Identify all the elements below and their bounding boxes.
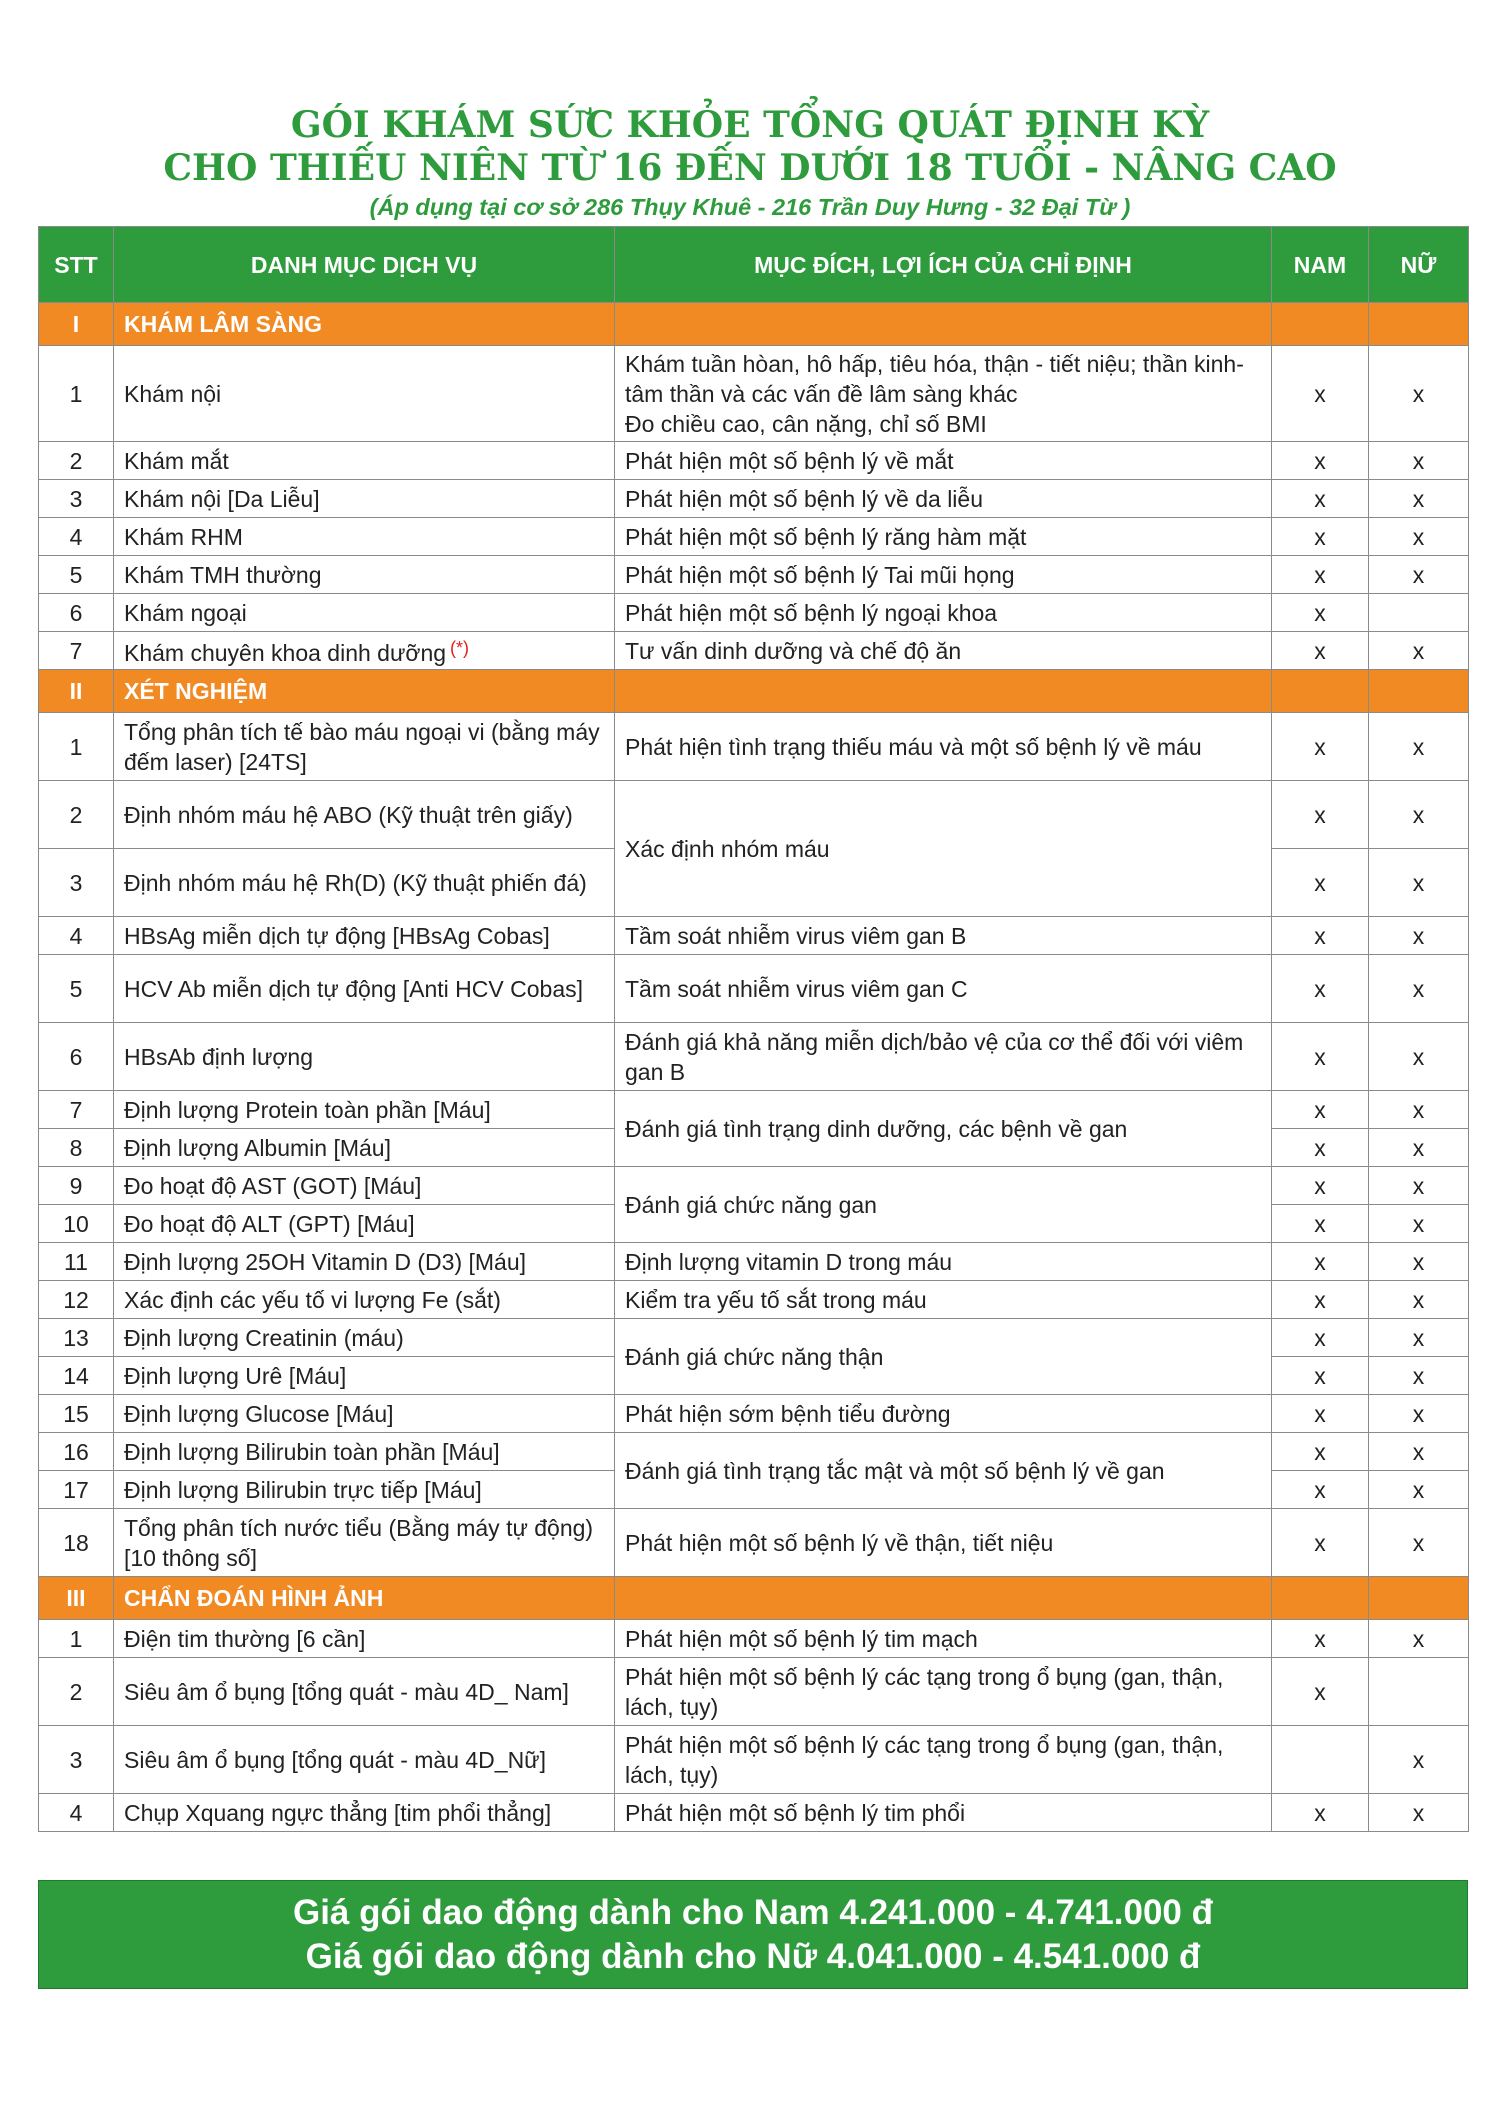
service-name: HCV Ab miễn dịch tự động [Anti HCV Cobas] [114,955,615,1023]
column-header-stt: STT [39,227,114,303]
table-row [39,1281,1469,1319]
service-name: Xác định các yếu tố vi lượng Fe (sắt) [114,1281,615,1319]
section-header-row [39,303,1469,346]
row-number: 11 [39,1243,114,1281]
table-row [39,594,1469,632]
section-title: KHÁM LÂM SÀNG [114,303,615,346]
service-name: HBsAb định lượng [114,1023,615,1091]
table-row [39,1620,1469,1658]
table-header-row [39,227,1469,303]
row-number: 9 [39,1167,114,1205]
row-number: 7 [39,1091,114,1129]
female-mark: x [1369,917,1469,955]
column-header-female: NỮ [1369,227,1469,303]
service-name: Định nhóm máu hệ ABO (Kỹ thuật trên giấy) [114,781,615,849]
table-row [39,346,1469,442]
female-mark: x [1369,442,1469,480]
male-mark: x [1272,346,1369,442]
table-row [39,1395,1469,1433]
service-name: Định lượng Bilirubin trực tiếp [Máu] [114,1471,615,1509]
row-number: 8 [39,1129,114,1167]
male-mark: x [1272,1794,1369,1832]
female-mark: x [1369,781,1469,849]
footnote-mark: (*) [450,638,470,658]
page-title-line-1: GÓI KHÁM SỨC KHỎE TỔNG QUÁT ĐỊNH KỲ [290,104,1210,146]
page-header [0,104,1500,222]
service-purpose: Định lượng vitamin D trong máu [615,1243,1272,1281]
service-name: Đo hoạt độ AST (GOT) [Máu] [114,1167,615,1205]
male-mark: x [1272,1509,1369,1577]
female-mark: x [1369,556,1469,594]
row-number: 5 [39,556,114,594]
service-name: Khám ngoại [114,594,615,632]
service-name: Định lượng 25OH Vitamin D (D3) [Máu] [114,1243,615,1281]
female-mark: x [1369,1726,1469,1794]
male-mark: x [1272,442,1369,480]
male-mark: x [1272,480,1369,518]
price-male: Giá gói dao động dành cho Nam 4.241.000 - 4.741.000 đ [292,1893,1213,1932]
male-mark: x [1272,1167,1369,1205]
female-mark: x [1369,713,1469,781]
male-mark: x [1272,1281,1369,1319]
table-row [39,1433,1469,1471]
row-number: 4 [39,1794,114,1832]
row-number: 18 [39,1509,114,1577]
male-mark: x [1272,1357,1369,1395]
female-mark [1369,594,1469,632]
male-mark: x [1272,1395,1369,1433]
service-name-cell [114,632,615,670]
female-mark: x [1369,1023,1469,1091]
table-row [39,1243,1469,1281]
row-number: 2 [39,442,114,480]
female-mark: x [1369,1205,1469,1243]
service-name: Định lượng Protein toàn phần [Máu] [114,1091,615,1129]
female-mark: x [1369,1243,1469,1281]
service-name: Đo hoạt độ ALT (GPT) [Máu] [114,1205,615,1243]
male-mark: x [1272,1433,1369,1471]
service-purpose: Phát hiện một số bệnh lý về mắt [615,442,1272,480]
male-mark: x [1272,955,1369,1023]
service-purpose: Tầm soát nhiễm virus viêm gan C [615,955,1272,1023]
row-number: 4 [39,518,114,556]
row-number: 15 [39,1395,114,1433]
female-mark: x [1369,849,1469,917]
male-mark: x [1272,713,1369,781]
row-number: 6 [39,1023,114,1091]
row-number: 6 [39,594,114,632]
service-purpose: Phát hiện một số bệnh lý các tạng trong ổ bụng (gan, thận, lách, tụy) [615,1726,1272,1794]
service-table [38,226,1469,1832]
female-mark [1369,1658,1469,1726]
page-subtitle: (Áp dụng tại cơ sở 286 Thụy Khuê - 216 Trần Duy Hưng - 32 Đại Từ ) [369,194,1131,220]
row-number: 7 [39,632,114,670]
female-mark: x [1369,1357,1469,1395]
female-mark: x [1369,1319,1469,1357]
column-header-service: DANH MỤC DỊCH VỤ [114,227,615,303]
male-mark: x [1272,849,1369,917]
male-mark: x [1272,1023,1369,1091]
service-name: Định lượng Albumin [Máu] [114,1129,615,1167]
service-name: Siêu âm ổ bụng [tổng quát - màu 4D_ Nam] [114,1658,615,1726]
female-mark: x [1369,1433,1469,1471]
service-purpose: Tầm soát nhiễm virus viêm gan B [615,917,1272,955]
service-name: Định lượng Glucose [Máu] [114,1395,615,1433]
row-number: 12 [39,1281,114,1319]
male-mark: x [1272,1658,1369,1726]
service-purpose: Kiểm tra yếu tố sắt trong máu [615,1281,1272,1319]
table-row [39,1319,1469,1357]
row-number: 16 [39,1433,114,1471]
service-purpose: Phát hiện một số bệnh lý tim mạch [615,1620,1272,1658]
table-row [39,1726,1469,1794]
service-name: Khám mắt [114,442,615,480]
female-mark: x [1369,480,1469,518]
male-mark: x [1272,518,1369,556]
service-name: Khám nội [Da Liễu] [114,480,615,518]
table-row [39,480,1469,518]
service-purpose: Phát hiện một số bệnh lý về thận, tiết niệu [615,1509,1272,1577]
male-mark: x [1272,594,1369,632]
service-name: Định lượng Creatinin (máu) [114,1319,615,1357]
table-row [39,1091,1469,1129]
service-purpose: Phát hiện một số bệnh lý về da liễu [615,480,1272,518]
row-number: 2 [39,781,114,849]
female-mark: x [1369,1091,1469,1129]
section-header-row [39,1577,1469,1620]
table-row [39,1509,1469,1577]
table-row [39,1658,1469,1726]
service-purpose: Tư vấn dinh dưỡng và chế độ ăn [615,632,1272,670]
service-name: Điện tim thường [6 cần] [114,1620,615,1658]
table-row [39,713,1469,781]
service-purpose: Phát hiện một số bệnh lý ngoại khoa [615,594,1272,632]
female-mark: x [1369,1471,1469,1509]
row-number: 5 [39,955,114,1023]
table-row [39,442,1469,480]
column-header-purpose: MỤC ĐÍCH, LỢI ÍCH CỦA CHỈ ĐỊNH [615,227,1272,303]
service-purpose: Đánh giá chức năng thận [615,1319,1272,1395]
female-mark: x [1369,346,1469,442]
female-mark: x [1369,1509,1469,1577]
table-row [39,955,1469,1023]
male-mark: x [1272,1319,1369,1357]
section-number: I [39,303,114,346]
service-purpose: Phát hiện một số bệnh lý Tai mũi họng [615,556,1272,594]
service-purpose: Đánh giá tình trạng dinh dưỡng, các bệnh về gan [615,1091,1272,1167]
row-number: 3 [39,480,114,518]
service-purpose: Phát hiện sớm bệnh tiểu đường [615,1395,1272,1433]
service-name: Khám RHM [114,518,615,556]
service-purpose: Xác định nhóm máu [615,781,1272,917]
row-number: 14 [39,1357,114,1395]
female-mark: x [1369,1620,1469,1658]
row-number: 1 [39,346,114,442]
service-purpose: Đánh giá chức năng gan [615,1167,1272,1243]
service-purpose: Khám tuần hòan, hô hấp, tiêu hóa, thận - tiết niệu; thần kinh-tâm thần và các vấn đề lâm sàng khác Đo chiều cao, cân nặng, chỉ số BMI [615,346,1272,442]
female-mark: x [1369,518,1469,556]
female-mark: x [1369,1794,1469,1832]
service-name: Chụp Xquang ngực thẳng [tim phổi thẳng] [114,1794,615,1832]
male-mark [1272,1726,1369,1794]
table-row [39,1794,1469,1832]
male-mark: x [1272,1091,1369,1129]
service-name: Khám TMH thường [114,556,615,594]
service-name: Khám nội [114,346,615,442]
section-title: CHẨN ĐOÁN HÌNH ẢNH [114,1577,615,1620]
table-row [39,1167,1469,1205]
section-title: XÉT NGHIỆM [114,670,615,713]
service-purpose: Phát hiện một số bệnh lý tim phổi [615,1794,1272,1832]
row-number: 4 [39,917,114,955]
service-purpose: Đánh giá tình trạng tắc mật và một số bệnh lý về gan [615,1433,1272,1509]
service-purpose: Phát hiện một số bệnh lý răng hàm mặt [615,518,1272,556]
female-mark: x [1369,1167,1469,1205]
male-mark: x [1272,1205,1369,1243]
female-mark: x [1369,1395,1469,1433]
service-name: Tổng phân tích tế bào máu ngoại vi (bằng máy đếm laser) [24TS] [114,713,615,781]
service-name: Siêu âm ổ bụng [tổng quát - màu 4D_Nữ] [114,1726,615,1794]
service-name: Định nhóm máu hệ Rh(D) (Kỹ thuật phiến đá) [114,849,615,917]
row-number: 3 [39,849,114,917]
service-purpose: Phát hiện một số bệnh lý các tạng trong ổ bụng (gan, thận, lách, tụy) [615,1658,1272,1726]
male-mark: x [1272,1471,1369,1509]
service-name: Định lượng Urê [Máu] [114,1357,615,1395]
male-mark: x [1272,917,1369,955]
male-mark: x [1272,632,1369,670]
service-purpose: Đánh giá khả năng miễn dịch/bảo vệ của cơ thể đối với viêm gan B [615,1023,1272,1091]
table-row [39,556,1469,594]
male-mark: x [1272,1243,1369,1281]
service-name: Khám chuyên khoa dinh dưỡng [124,640,447,666]
row-number: 10 [39,1205,114,1243]
service-name: HBsAg miễn dịch tự động [HBsAg Cobas] [114,917,615,955]
table-row [39,632,1469,670]
table-row [39,781,1469,849]
service-name: Định lượng Bilirubin toàn phần [Máu] [114,1433,615,1471]
price-female: Giá gói dao động dành cho Nữ 4.041.000 - 4.541.000 đ [305,1937,1201,1976]
table-row [39,1023,1469,1091]
female-mark: x [1369,1129,1469,1167]
male-mark: x [1272,781,1369,849]
column-header-male: NAM [1272,227,1369,303]
page-title-line-2: CHO THIẾU NIÊN TỪ 16 ĐẾN DƯỚI 18 TUỔI - NÂNG CAO [163,147,1337,189]
table-row [39,917,1469,955]
service-name: Tổng phân tích nước tiểu (Bằng máy tự động) [10 thông số] [114,1509,615,1577]
pricing-banner [38,1880,1468,1989]
male-mark: x [1272,556,1369,594]
female-mark: x [1369,955,1469,1023]
row-number: 1 [39,713,114,781]
male-mark: x [1272,1129,1369,1167]
section-number: III [39,1577,114,1620]
female-mark: x [1369,632,1469,670]
table-row [39,518,1469,556]
row-number: 13 [39,1319,114,1357]
row-number: 17 [39,1471,114,1509]
female-mark: x [1369,1281,1469,1319]
section-header-row [39,670,1469,713]
service-purpose: Phát hiện tình trạng thiếu máu và một số bệnh lý về máu [615,713,1272,781]
row-number: 3 [39,1726,114,1794]
male-mark: x [1272,1620,1369,1658]
row-number: 2 [39,1658,114,1726]
section-number: II [39,670,114,713]
row-number: 1 [39,1620,114,1658]
